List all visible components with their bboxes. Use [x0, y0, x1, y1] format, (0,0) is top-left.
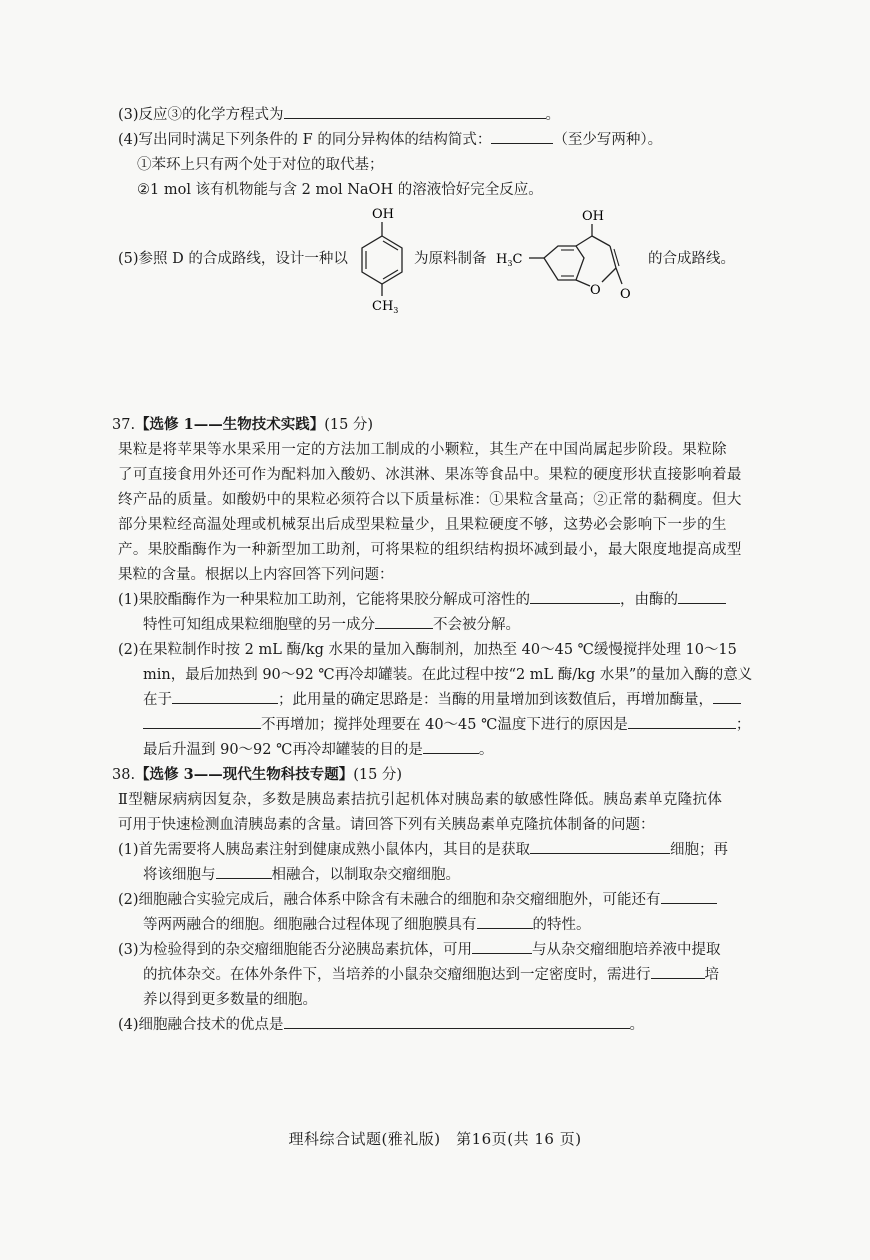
q37-para-line: 产。果胶酯酶作为一种新型加工助剂，可将果粒的组织结构损坏减到最小，最大限度地提高成型 — [118, 542, 742, 558]
q38-para-line: Ⅱ型糖尿病病因复杂，多数是胰岛素拮抗引起机体对胰岛素的敏感性降低。胰岛素单克隆抗体 — [118, 792, 723, 808]
methyl-hydroxycoumarin-structure — [496, 208, 646, 308]
q36-condition-1: ①苯环上只有两个处于对位的取代基； — [137, 157, 384, 173]
hydroxyl-label: OH — [582, 209, 604, 224]
q38-sub1-line1: (1)首先需要将人胰岛素注射到健康成熟小鼠体内，其目的是获取 细胞；再 — [118, 839, 728, 861]
q36-part3: (3)反应③的化学方程式为 。 — [118, 104, 560, 126]
carbonyl-oxygen-label: O — [620, 287, 631, 302]
answer-blank[interactable] — [628, 714, 736, 729]
q37-sub2-line5: 最后升温到 90～92 ℃再冷却罐装的目的是 。 — [143, 739, 493, 761]
answer-blank[interactable] — [216, 864, 272, 879]
answer-blank[interactable] — [713, 689, 741, 704]
benzene-ring — [544, 246, 584, 280]
answer-blank[interactable] — [678, 589, 726, 604]
answer-blank[interactable] — [423, 739, 479, 754]
q38-para-line: 可用于快速检测血清胰岛素的含量。请回答下列有关胰岛素单克隆抗体制备的问题： — [118, 817, 655, 833]
q37-para-line: 果粒的含量。根据以上内容回答下列问题： — [118, 567, 394, 583]
q36-part5-end: 的合成路线。 — [648, 251, 735, 267]
answer-blank[interactable] — [375, 614, 433, 629]
benzene-ring — [362, 236, 402, 284]
q38-sub2-line1: (2)细胞融合实验完成后，融合体系中除含有未融合的细胞和杂交瘤细胞外，可能还有 — [118, 889, 717, 911]
q38-sub3-line2: 的抗体杂交。在体外条件下，当培养的小鼠杂交瘤细胞达到一定密度时，需进行 培 — [143, 964, 719, 986]
q37-para-line: 果粒是将苹果等水果采用一定的方法加工制成的小颗粒，其生产在中国尚属起步阶段。果粒除 — [118, 442, 727, 458]
q36-condition-2: ②1 mol 该有机物能与含 2 mol NaOH 的溶液恰好完全反应。 — [137, 182, 543, 198]
q37-sub2-line2: min，最后加热到 90～92 ℃再冷却罐装。在此过程中按“2 mL 酶/kg 水果”的量加入酶的意义 — [143, 667, 753, 683]
p-cresol-structure — [350, 200, 410, 318]
answer-blank[interactable] — [284, 1014, 630, 1029]
answer-blank[interactable] — [491, 129, 553, 144]
answer-blank[interactable] — [143, 714, 261, 729]
q36-part4: (4)写出同时满足下列条件的 F 的同分异构体的结构简式： （至少写两种）。 — [118, 129, 662, 151]
methyl-label: $H_3C$ — [496, 252, 523, 268]
q37-para-line: 部分果粒经高温处理或机械泵出后成型果粒量少，且果粒硬度不够，这势必会影响下一步的生 — [118, 517, 727, 533]
methyl-label: $CH_3$ — [372, 299, 399, 315]
hydroxyl-label: OH — [372, 207, 394, 222]
answer-blank[interactable] — [661, 889, 717, 904]
q37-sub2-line4: 不再增加；搅拌处理要在 40～45 ℃温度下进行的原因是 ； — [143, 714, 750, 736]
q38-sub1-line2: 将该细胞与 相融合，以制取杂交瘤细胞。 — [143, 864, 460, 886]
q38-sub3-line1: (3)为检验得到的杂交瘤细胞能否分泌胰岛素抗体，可用 与从杂交瘤细胞培养液中提取 — [118, 939, 721, 961]
ring-oxygen-label: O — [590, 283, 601, 298]
q38-sub4-line1: (4)细胞融合技术的优点是 。 — [118, 1014, 644, 1036]
answer-blank[interactable] — [172, 689, 278, 704]
answer-blank[interactable] — [472, 939, 532, 954]
q37-sub2-line3: 在于 ；此用量的确定思路是：当酶的用量增加到该数值后，再增加酶量， — [143, 689, 741, 711]
answer-blank[interactable] — [530, 839, 670, 854]
q38-sub2-line2: 等两两融合的细胞。细胞融合过程体现了细胞膜具有 的特性。 — [143, 914, 591, 936]
q37-para-line: 了可直接食用外还可作为配料加入酸奶、冰淇淋、果冻等食品中。果粒的硬度形状直接影响着最 — [118, 467, 742, 483]
answer-blank[interactable] — [284, 104, 546, 119]
q37-para-line: 终产品的质量。如酸奶中的果粒必须符合以下质量标准：①果粒含量高；②正常的黏稠度。但大 — [118, 492, 742, 508]
page-footer: 理科综合试题(雅礼版) 第16页(共 16 页) — [288, 1130, 582, 1148]
q37-sub2-line1: (2)在果粒制作时按 2 mL 酶/kg 水果的量加入酶制剂，加热至 40～45 ℃缓慢搅拌处理 10～15 — [118, 642, 737, 658]
answer-blank[interactable] — [477, 914, 533, 929]
answer-blank[interactable] — [530, 589, 620, 604]
q38-sub3-line3: 养以得到更多数量的细胞。 — [143, 992, 317, 1008]
q37-title: 37.【选修 1——生物技术实践】(15 分) — [112, 416, 374, 433]
q36-part5-prefix: (5)参照 D 的合成路线，设计一种以 — [118, 251, 348, 267]
q38-title: 38.【选修 3——现代生物科技专题】(15 分) — [112, 766, 403, 783]
q37-sub1-line1: (1)果胶酯酶作为一种果粒加工助剂，它能将果胶分解成可溶性的 ，由酶的 — [118, 589, 726, 611]
q36-part5-mid: 为原料制备 — [414, 251, 487, 267]
q37-sub1-line2: 特性可知组成果粒细胞壁的另一成分 不会被分解。 — [143, 614, 520, 636]
answer-blank[interactable] — [651, 964, 705, 979]
